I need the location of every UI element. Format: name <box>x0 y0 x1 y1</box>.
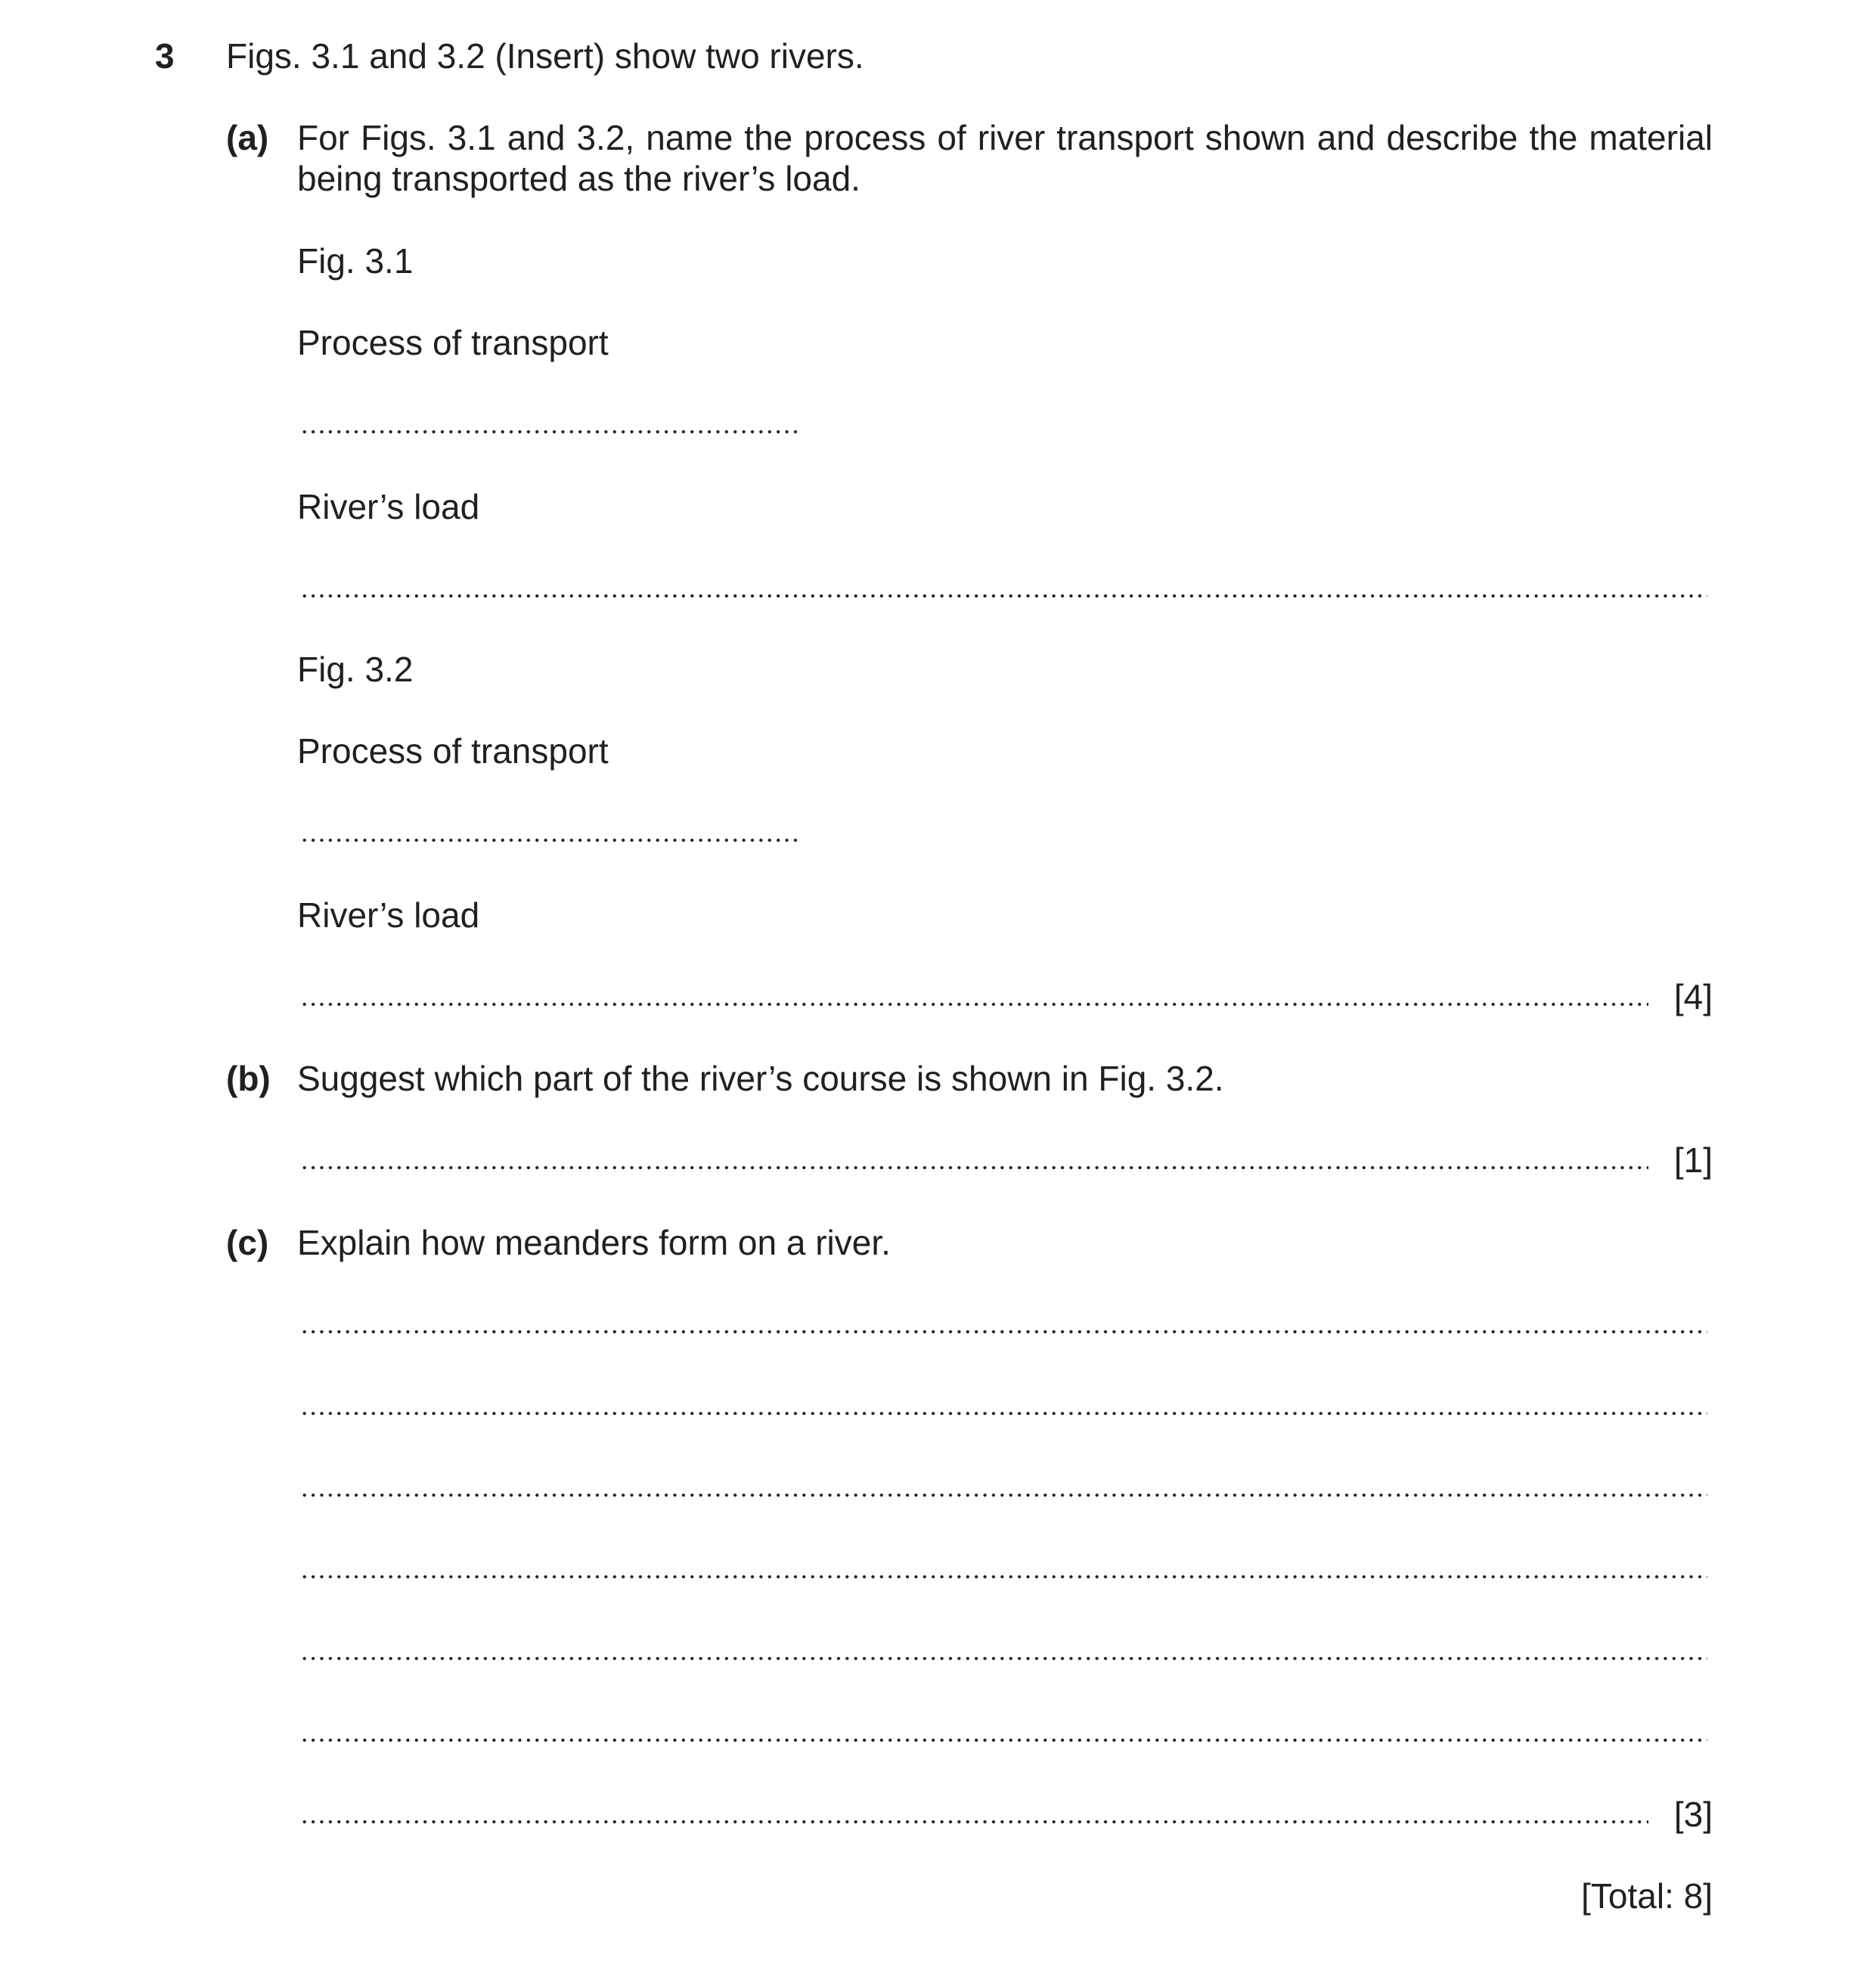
fig-3-2-process-label: Process of transport <box>297 731 609 771</box>
part-a-text: For Figs. 3.1 and 3.2, name the process of river transport shown and describe the material being transported as the river’s load. <box>297 118 1713 198</box>
part-c-answer-line[interactable] <box>300 1656 1707 1661</box>
part-a-marks: [4] <box>1673 977 1713 1016</box>
question-number: 3 <box>155 36 175 76</box>
fig-3-2-load-answer-line[interactable] <box>300 1002 1648 1007</box>
fig-3-1-load-answer-line[interactable] <box>300 594 1707 598</box>
part-c-text: Explain how meanders form on a river. <box>297 1223 891 1262</box>
part-c-answer-line[interactable] <box>300 1493 1707 1497</box>
part-c-answer-line[interactable] <box>300 1575 1707 1579</box>
fig-3-1-process-label: Process of transport <box>297 323 609 362</box>
fig-3-1-process-answer-line[interactable] <box>300 430 797 434</box>
part-c-answer-line[interactable] <box>300 1820 1648 1824</box>
question-total: [Total: 8] <box>1581 1876 1713 1916</box>
part-c-answer-line[interactable] <box>300 1411 1707 1416</box>
part-a-label: (a) <box>226 118 269 157</box>
part-b-answer-line[interactable] <box>300 1165 1648 1170</box>
part-c-label: (c) <box>226 1223 269 1262</box>
part-b-marks: [1] <box>1673 1140 1713 1180</box>
part-c-answer-line[interactable] <box>300 1738 1707 1742</box>
fig-3-2-process-answer-line[interactable] <box>300 838 797 842</box>
part-c-marks: [3] <box>1673 1795 1713 1834</box>
fig-3-2-load-label: River’s load <box>297 895 480 935</box>
fig-3-2-label: Fig. 3.2 <box>297 650 414 689</box>
part-b-text: Suggest which part of the river’s course is shown in Fig. 3.2. <box>297 1059 1224 1098</box>
part-c-answer-line[interactable] <box>300 1330 1707 1334</box>
fig-3-1-load-label: River’s load <box>297 487 480 526</box>
fig-3-1-label: Fig. 3.1 <box>297 241 414 281</box>
part-b-label: (b) <box>226 1059 271 1098</box>
question-stem: Figs. 3.1 and 3.2 (Insert) show two rivers. <box>226 36 864 76</box>
